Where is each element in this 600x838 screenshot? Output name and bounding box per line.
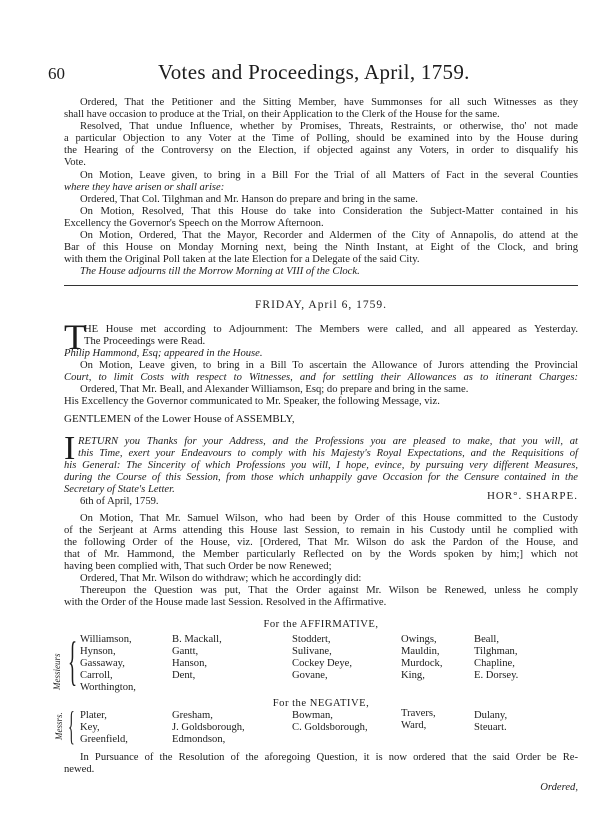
text-line: Ordered, That Col. Tilghman and Mr. Hanson do prepare and bring in the same. <box>80 194 418 205</box>
member-name: Murdock, <box>401 658 443 669</box>
member-name: Stoddert, <box>292 634 331 645</box>
text-line: Vote. <box>64 157 86 168</box>
text-line: On Motion, Leave given, to bring in a Bill For the Trial of all Matters of Fact in the several Counties <box>80 170 578 181</box>
text-line: His Excellency the Governor communicated to Mr. Speaker, the following Message, viz. <box>64 396 440 407</box>
negative-heading: For the NEGATIVE, <box>272 698 370 709</box>
vote-column <box>80 634 136 694</box>
text-line: Bar of this House on Monday Morning next, being the Ninth Instant, at Eight of the Clock, and bring <box>64 242 578 253</box>
message-line: Secretary of State's Letter. <box>64 484 175 495</box>
vote-column <box>172 710 245 746</box>
member-name: Williamson, <box>80 634 132 645</box>
vote-column <box>292 710 368 734</box>
vote-column <box>292 634 352 682</box>
page-number: 60 <box>48 64 65 83</box>
text-line: On Motion, Leave given, to bring in a Bill To ascertain the Allowance of Jurors attending the Provincial <box>80 360 578 371</box>
text-line: In Pursuance of the Resolution of the aforegoing Question, it is now ordered that the said Order be Re- <box>80 752 578 763</box>
page-header <box>48 60 578 88</box>
text-line: that of Mr. Hammond, the Member particularly Reflected on by the Words spoken by him;] which not <box>64 549 578 560</box>
member-name: Edmondson, <box>172 734 226 745</box>
text-line: Ordered, That the Petitioner and the Sitting Member, have Summonses for all such Witnesses as they <box>80 97 578 108</box>
text-line: shall have occasion to produce at the Trial, on their Application to the Clerk of the House for the same. <box>64 109 500 120</box>
text-line: with the Order of the House made last Session. Resolved in the Affirmative. <box>64 597 387 608</box>
text-line: On Motion, Ordered, That the Mayor, Recorder and Aldermen of the City of Annapolis, do attend at the <box>80 230 578 241</box>
adjournment-note: The House adjourns till the Morrow Morning at VIII of the Clock. <box>80 266 360 277</box>
drop-cap: I <box>64 430 76 467</box>
member-name: Owings, <box>401 634 437 645</box>
member-name: Steuart. <box>474 722 507 733</box>
message-date: 6th of April, 1759. <box>80 496 159 507</box>
text-line: On Motion, That Mr. Samuel Wilson, who had been by Order of this House committed to the Custody <box>80 513 578 524</box>
text-line: Ordered, That Mr. Wilson do withdraw; which he accordingly did: <box>80 573 362 584</box>
member-name: King, <box>401 670 425 681</box>
member-name: Carroll, <box>80 670 113 681</box>
day-heading: FRIDAY, April 6, 1759. <box>255 299 387 311</box>
member-name: Key, <box>80 722 100 733</box>
member-name: Hanson, <box>172 658 208 669</box>
member-name: Plater, <box>80 710 107 721</box>
text-line: where they have arisen or shall arise: <box>64 182 225 193</box>
catchword: Ordered, <box>540 782 578 793</box>
vote-column <box>401 634 443 682</box>
brace: { <box>68 631 78 691</box>
vote-column <box>474 634 518 682</box>
text-line: with them the Original Poll taken at the late Election for a Delegate of the said City. <box>64 254 420 265</box>
message-line: RETURN you Thanks for your Address, and the Professions you are pleased to make, that you will, at <box>78 436 578 447</box>
brace: { <box>68 703 75 748</box>
message-salutation: GENTLEMEN of the Lower House of ASSEMBLY, <box>64 413 295 425</box>
vote-column <box>474 710 507 734</box>
member-name: Govane, <box>292 670 328 681</box>
drop-cap: T <box>64 317 86 357</box>
page-title: Votes and Proceedings, April, 1759. <box>158 60 470 84</box>
section-divider <box>64 285 578 286</box>
message-line: his General: The Sincerity of which Professions you will, I hope, evince, by pursuing very different Measures, <box>64 460 578 471</box>
member-name: Dulany, <box>474 710 508 721</box>
member-name: Dent, <box>172 670 196 681</box>
signature: HOR°. SHARPE. <box>486 490 578 502</box>
member-name: Hynson, <box>80 646 116 657</box>
affirmative-heading: For the AFFIRMATIVE, <box>263 619 379 630</box>
member-name: E. Dorsey. <box>474 670 519 681</box>
member-name: J. Goldsborough, <box>172 722 245 733</box>
member-name: B. Mackall, <box>172 634 222 645</box>
text-line: Resolved, That undue Influence, whether by Promises, Threats, Restraints, or otherwise, tho' not made <box>80 121 578 132</box>
member-name: Bowman, <box>292 710 333 721</box>
text-line: Ordered, That Mr. Beall, and Alexander Williamson, Esq; do prepare and bring in the same. <box>80 384 469 395</box>
text-line: Court, to limit Costs with respect to Witnesses, and for settling their Allowances as to itinerant Charges: <box>64 372 578 383</box>
text-line: Philip Hammond, Esq; appeared in the House. <box>64 348 263 359</box>
vote-column <box>401 708 436 732</box>
text-line: HE House met according to Adjournment: The Members were called, and all appeared as Yesterday. <box>84 324 578 335</box>
text-line: a particular Objection to any Voter at the Time of Polling, should be examined into by the House during <box>64 133 578 144</box>
message-line: this Time, exert your Endeavours to comply with his Majesty's Royal Expectations, and the Requisitions of <box>78 448 578 459</box>
member-name: Ward, <box>401 720 427 731</box>
member-name: Tilghman, <box>474 646 518 657</box>
member-name: Beall, <box>474 634 500 645</box>
text-line: Thereupon the Question was put, That the Order against Mr. Wilson be Renewed, unless he comply <box>80 585 578 596</box>
text-line: having been complied with, That such Order be now Renewed; <box>64 561 332 572</box>
member-name: Travers, <box>401 708 436 719</box>
vote-column <box>172 634 222 682</box>
member-name: Mauldin, <box>401 646 440 657</box>
text-line: Excellency the Governor's Speech on the Morrow Afternoon. <box>64 218 324 229</box>
text-line: newed. <box>64 764 95 775</box>
member-name: Sulivane, <box>292 646 332 657</box>
text-line: of the Serjeant at Arms attending this House last Session, to remain in his Custody until he complied with <box>64 525 578 536</box>
text-line: On Motion, Resolved, That this House do take into Consideration the Subject-Matter contained in his <box>80 206 578 217</box>
member-name: Gresham, <box>172 710 213 721</box>
member-name: C. Goldsborough, <box>292 722 368 733</box>
document-page <box>48 0 578 838</box>
text-line: the Hearing of the Controversy on the Election, if objected against any Voters, in order to disqualify his <box>64 145 578 156</box>
member-name: Gantt, <box>172 646 199 657</box>
text-line: the following Order of the House, viz. [Ordered, That Mr. Wilson do ask the Pardon of the House, and <box>64 537 578 548</box>
text-line: The Proceedings were Read. <box>84 336 206 347</box>
message-line: during the Course of this Session, from those which unhappily gave Occasion for the Censure contained in the <box>64 472 578 483</box>
member-name: Worthington, <box>80 682 136 693</box>
side-label: Messieurs <box>52 653 62 690</box>
vote-column <box>80 710 128 746</box>
side-label: Messrs. <box>54 712 64 740</box>
member-name: Greenfield, <box>80 734 128 745</box>
member-name: Cockey Deye, <box>292 658 353 669</box>
member-name: Gassaway, <box>80 658 125 669</box>
member-name: Chapline, <box>474 658 515 669</box>
